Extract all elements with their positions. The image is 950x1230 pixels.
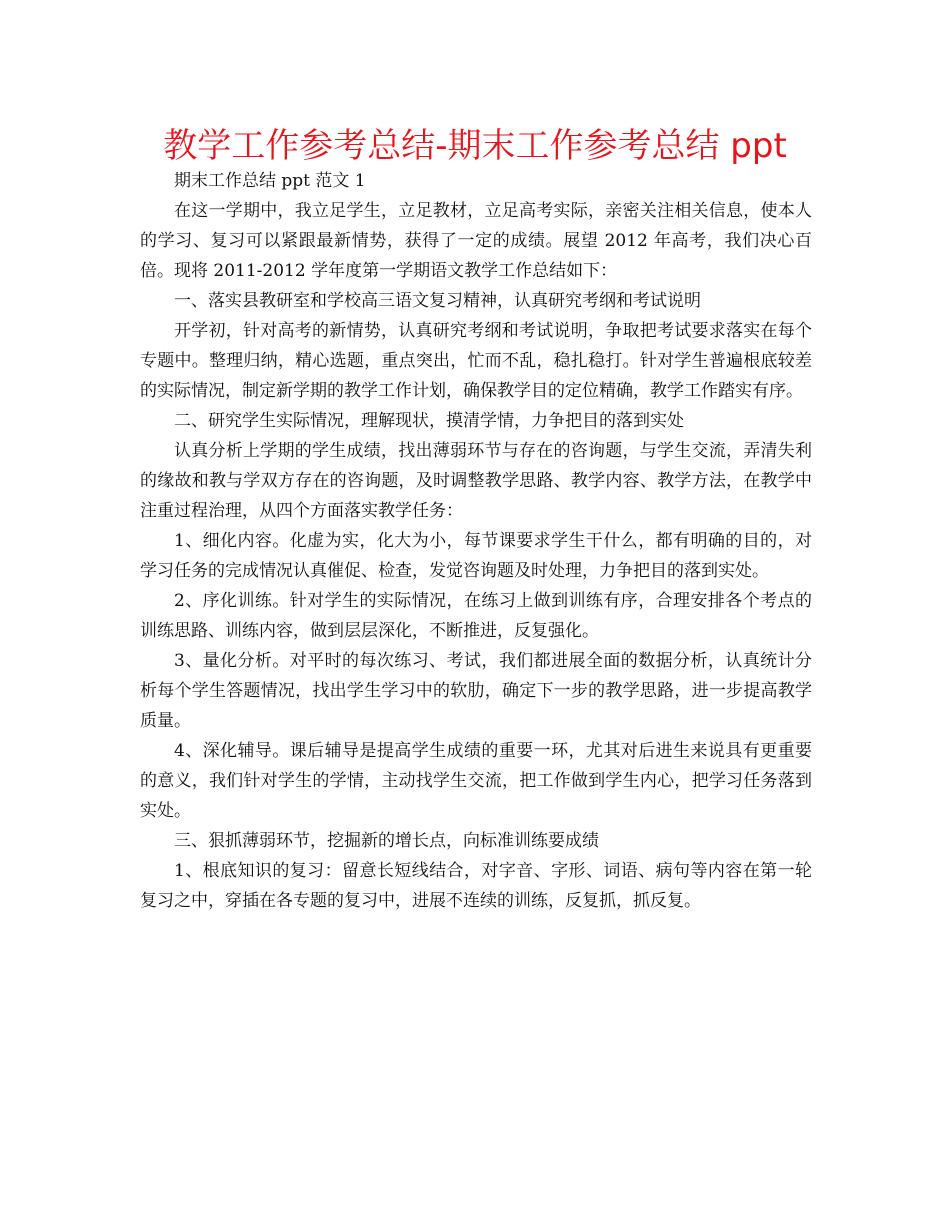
paragraph: 在这一学期中，我立足学生，立足教材，立足高考实际，亲密关注相关信息，使本人的学习、复习可以紧跟最新情势，获得了一定的成绩。展望 2012 年高考，我们决心百倍。现将 2011-2012 学年度第一学期语文教学工作总结如下： [140,201,812,281]
list-item: 2、序化训练。针对学生的实际情况，在练习上做到训练有序，合理安排各个考点的训练思路、训练内容，做到层层深化，不断推进，反复强化。 [140,591,812,641]
document-title: 教学工作参考总结-期末工作参考总结 ppt [163,126,787,166]
paragraph: 认真分析上学期的学生成绩，找出薄弱环节与存在的咨询题，与学生交流，弄清失利的缘故和教与学双方存在的咨询题，及时调整教学思路、教学内容、教学方法，在教学中注重过程治理，从四个方面落实教学任务： [140,441,812,521]
list-item: 4、深化辅导。课后辅导是提高学生成绩的重要一环，尤其对后进生来说具有更重要的意义，我们针对学生的学情，主动找学生交流，把工作做到学生内心，把学习任务落到实处。 [140,741,812,821]
section-heading: 三、狠抓薄弱环节，挖掘新的增长点，向标准训练要成绩 [174,831,599,851]
list-item: 1、细化内容。化虚为实，化大为小，每节课要求学生干什么，都有明确的目的，对学习任务的完成情况认真催促、检查，发觉咨询题及时处理，力争把目的落到实处。 [140,531,812,581]
list-item: 3、量化分析。对平时的每次练习、考试，我们都进展全面的数据分析，认真统计分析每个学生答题情况，找出学生学习中的软肋，确定下一步的教学思路，进一步提高教学质量。 [140,651,812,731]
section-heading: 一、落实县教研室和学校高三语文复习精神，认真研究考纲和考试说明 [174,291,701,311]
section-heading: 二、研究学生实际情况，理解现状，摸清学情，力争把目的落到实处 [174,411,684,431]
document-subtitle: 期末工作总结 ppt 范文 1 [174,171,366,191]
paragraph: 开学初，针对高考的新情势，认真研究考纲和考试说明，争取把考试要求落实在每个专题中。整理归纳，精心选题，重点突出，忙而不乱，稳扎稳打。针对学生普遍根底较差的实际情况，制定新学期的教学工作计划，确保教学目的定位精确，教学工作踏实有序。 [140,321,812,401]
list-item: 1、根底知识的复习：留意长短线结合，对字音、字形、词语、病句等内容在第一轮复习之中，穿插在各专题的复习中，进展不连续的训练，反复抓，抓反复。 [140,861,812,911]
document-body [140,166,812,916]
